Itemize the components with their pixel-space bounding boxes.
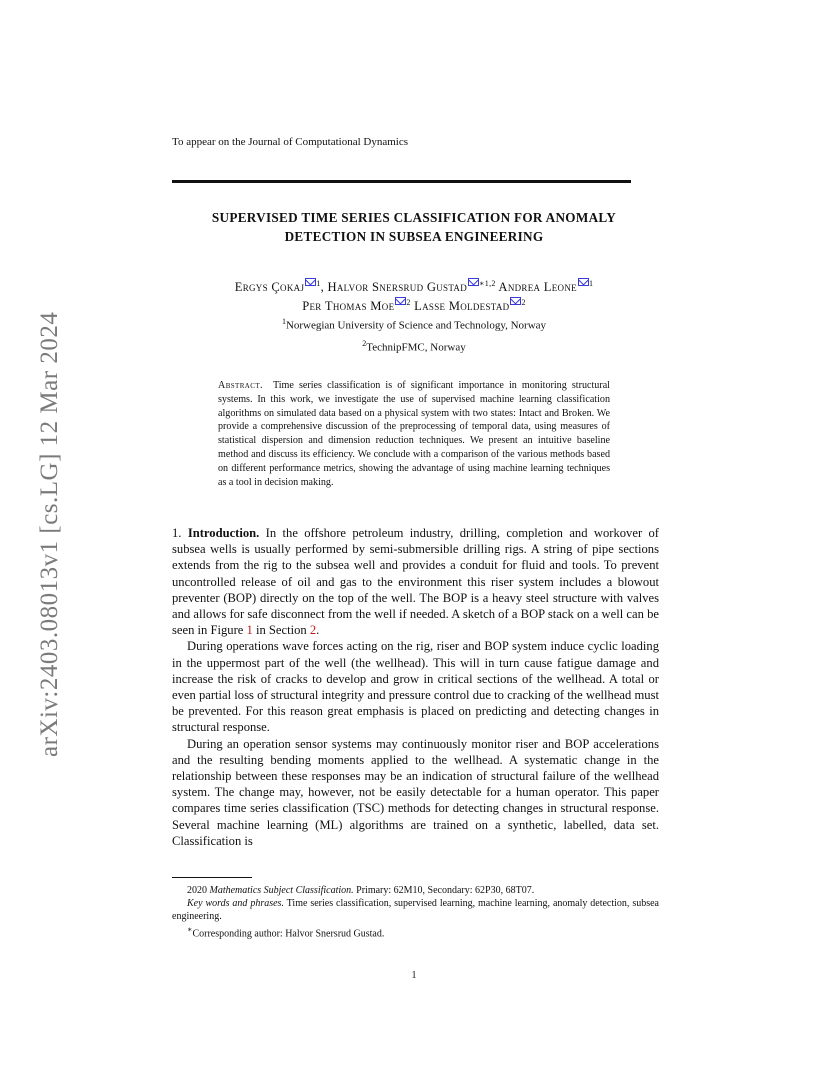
author-line-2 xyxy=(172,295,656,314)
abstract-heading: Abstract. xyxy=(218,380,263,391)
page-number: 1 xyxy=(411,970,417,981)
abstract xyxy=(218,379,610,489)
paper-title xyxy=(172,208,656,246)
affiliation-mark: 2 xyxy=(362,339,367,348)
author-list xyxy=(172,276,656,314)
affiliation-text: Norwegian University of Science and Technology, Norway xyxy=(285,319,547,332)
author-name: Per Thomas Moe xyxy=(302,299,395,314)
journal-note: To appear on the Journal of Computational Dynamics xyxy=(172,136,408,148)
affiliation-mark: 1 xyxy=(316,279,321,288)
affiliation-mark: 1 xyxy=(588,279,594,288)
title-line-2: DETECTION IN SUBSEA ENGINEERING xyxy=(284,229,544,244)
paragraph: During an operation sensor systems may continuously monitor riser and BOP accelerations and the resulting bending moments applied to the wellhead. A systematic change in the relationship between these responses may be an indication of structural failure of the wellhead system. The change may, however, not be easily detectable for a human operator. This paper compares time series classification (TSC) methods for detecting changes in structural response. Several machine learning (ML) algorithms are trained on a synthetic, labelled, data set. Classification is xyxy=(172,736,659,848)
email-icon[interactable] xyxy=(578,278,589,286)
affiliation-mark: 1 xyxy=(281,317,286,326)
affiliation-mark: ∗1,2 xyxy=(479,279,496,288)
affiliation-1 xyxy=(172,317,656,332)
abstract-text: Time series classification is of significant importance in monitoring structural systems. In this work, we investigate the use of supervised machine learning classification algorithms on simulated data based on a physical system with two states: Intact and Broken. We provide a comprehensive discussion of the preprocessing of temporal data, using measures of statistical dispersion and dimension reduction techniques. We present an intuitive baseline method and discuss its efficiency. We conclude with a comparison of the various methods based on different performance metrics, showing the advantage of using machine learning techniques as a tool in decision making. xyxy=(218,380,610,488)
email-icon[interactable] xyxy=(305,278,316,286)
footnote-keywords: Key words and phrases. Time series classification, supervised learning, machine learning, anomaly detection, subsea engineering. xyxy=(172,898,659,922)
author-name: Ergys Çokaj xyxy=(234,280,305,295)
affiliation-mark: 2 xyxy=(521,298,526,308)
author-name: Lasse Moldestad xyxy=(410,299,510,314)
header-rule xyxy=(172,180,631,183)
section-number: 1. xyxy=(172,526,182,540)
section-title: Introduction. xyxy=(187,526,260,540)
author-name: , Halvor Snersrud Gustad xyxy=(320,280,468,295)
email-icon[interactable] xyxy=(395,297,406,305)
footnote-msc: 2020 Mathematics Subject Classification. Primary: 62M10, Secondary: 62P30, 68T07. xyxy=(187,885,535,896)
affiliation-mark: 2 xyxy=(406,298,411,308)
affiliation-text: TechnipFMC, Norway xyxy=(366,341,466,354)
footnote-corresponding: ∗Corresponding author: Halvor Snersrud Gustad. xyxy=(187,925,385,940)
author-line-1 xyxy=(172,276,656,295)
email-icon[interactable] xyxy=(468,278,479,286)
paragraph: 1. Introduction. In the offshore petroleum industry, drilling, completion and workover of subsea wells is usually performed by semi-submersible drilling rigs. A string of pipe sections extends from the rig to the subsea well and provides a conduit for fluid and tools. To prevent uncontrolled release of oil and gas to the environment this riser system includes a blowout preventer (BOP) directly on the top of the well. The BOP is a heavy steel structure with valves and allows for safe disconnect from the well if needed. A sketch of a BOP stack on a well can be seen in Figure 1 in Section 2. xyxy=(172,526,659,638)
affiliation-2 xyxy=(172,339,656,354)
email-icon[interactable] xyxy=(510,297,521,305)
arxiv-identifier: arXiv:2403.08013v1 [cs.LG] 12 Mar 2024 xyxy=(36,311,63,757)
figure-link[interactable]: 1 xyxy=(246,623,253,638)
footnote-rule xyxy=(172,877,252,878)
paragraph: During operations wave forces acting on the rig, riser and BOP system induce cyclic loading in the uppermost part of the well (the wellhead). This will in turn cause fatigue damage and increase the risk of cracks to develop and grow in critical sections of the wellhead. A total or even partial loss of structural integrity and pressure control due to cracking of the wellhead must be prevented. For this reason great emphasis is placed on predicting and detecting changes in structural response. xyxy=(172,639,659,735)
footnotes xyxy=(172,884,659,940)
main-text xyxy=(172,525,659,849)
author-name: Andrea Leone xyxy=(495,280,577,295)
title-line-1: SUPERVISED TIME SERIES CLASSIFICATION FOR ANOMALY xyxy=(211,210,617,225)
section-link[interactable]: 2 xyxy=(309,623,317,638)
